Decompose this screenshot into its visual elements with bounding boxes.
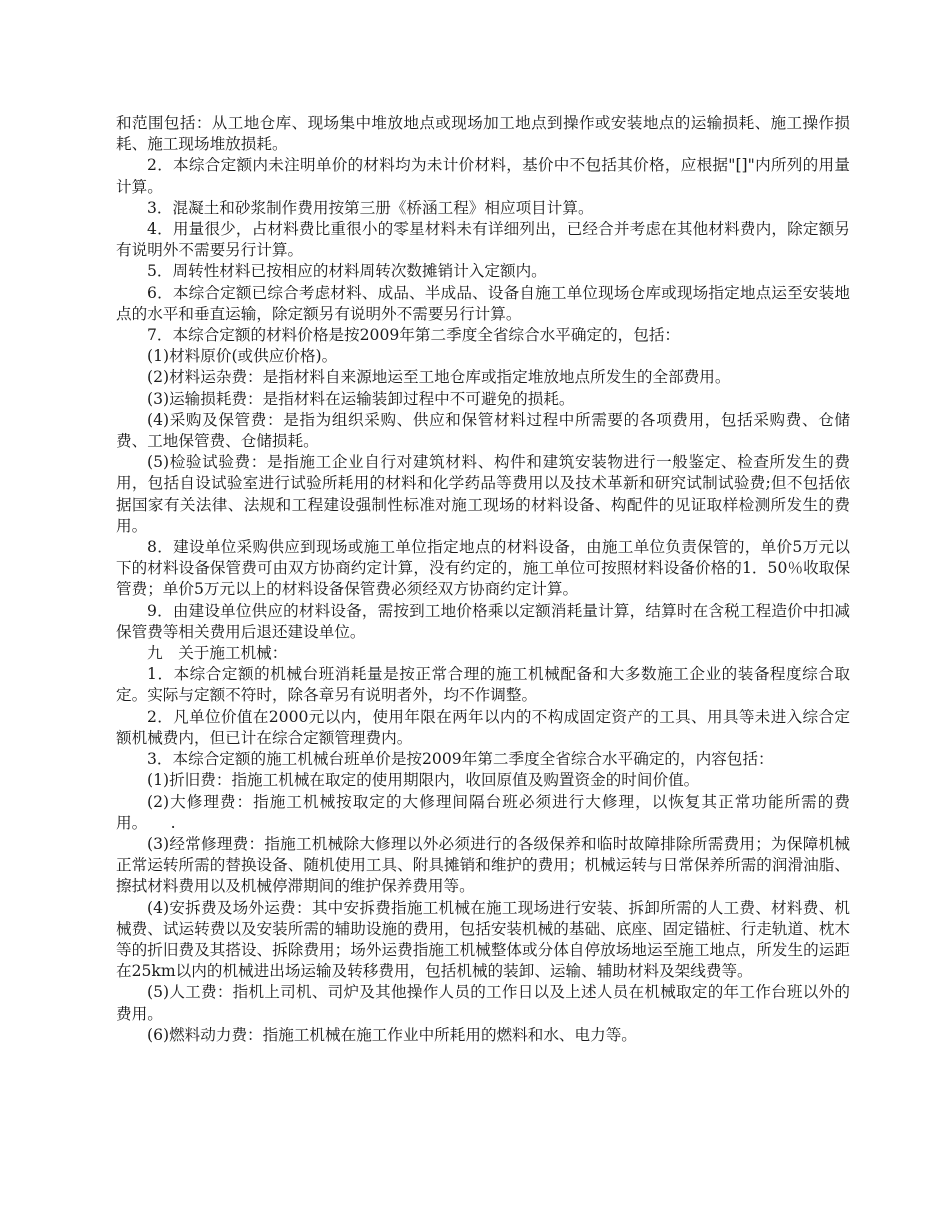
sub-item-transport-loss: (3)运输损耗费：是指材料在运输装卸过程中不可避免的损耗。	[147, 389, 575, 408]
paragraph-item-8: 8．建设单位采购供应到现场或施工单位指定地点的材料设备，由施工单位负责保管的，单价5万元以下的材料设备保管费可由双方协商约定计算，没有约定的，施工单位可按照材料设备价格的1．50％收取保管费；单价5万元以上的材料设备保管费必须经双方协商约定计算。	[116, 538, 850, 599]
section-heading-machinery: 九 关于施工机械：	[147, 644, 288, 663]
sub-item-transport-fee: (2)材料运杂费：是指材料自来源地运至工地仓库或指定堆放地点所发生的全部费用。	[147, 368, 731, 387]
document-body	[116, 113, 850, 1046]
sub-item-procurement-fee: (4)采购及保管费：是指为组织采购、供应和保管材料过程中所需要的各项费用，包括采购费、仓储费、工地保管费、仓储损耗。	[116, 410, 850, 451]
sub-item-labor: (5)人工费：指机上司机、司炉及其他操作人员的工作日以及上述人员在机械取定的年工作台班以外的费用。	[116, 983, 850, 1023]
paragraph-item-5: 5．周转性材料已按相应的材料周转次数摊销计入定额内。	[147, 262, 547, 281]
sub-item-regular-repair: (3)经常修理费：指施工机械除大修理以外必须进行的各级保养和临时故障排除所需费用；为保障机械正常运转所需的替换设备、随机使用工具、附具摊销和维护的费用；机械运转与日常保养所需的润滑油脂、擦拭材料费用以及机械停滞期间的维护保养费用等。	[116, 834, 850, 896]
sub-item-overhaul: (2)大修理费：指施工机械按取定的大修理间隔台班必须进行大修理，以恢复其正常功能所需的费用。 .	[116, 792, 850, 832]
sub-item-material-price: (1)材料原价(或供应价格)。	[147, 347, 338, 366]
paragraph-item-9: 9．由建设单位供应的材料设备，需按到工地价格乘以定额消耗量计算，结算时在含税工程造价中扣减保管费等相关费用后退还建设单位。	[116, 601, 850, 641]
machinery-item-1: 1．本综合定额的机械台班消耗量是按正常合理的施工机械配备和大多数施工企业的装备程度综合取定。实际与定额不符时，除各章另有说明者外，均不作调整。	[116, 665, 850, 705]
machinery-item-2: 2．凡单位价值在2000元以内，使用年限在两年以内的不构成固定资产的工具、用具等未进入综合定额机械费内，但已计在综合定额管理费内。	[116, 707, 850, 747]
machinery-item-3: 3．本综合定额的施工机械台班单价是按2009年第二季度全省综合水平确定的，内容包括：	[147, 750, 774, 769]
sub-item-depreciation: (1)折旧费：指施工机械在取定的使用期限内，收回原值及购置资金的时间价值。	[147, 771, 700, 790]
sub-item-fuel-power: (6)燃料动力费：指施工机械在施工作业中所耗用的燃料和水、电力等。	[147, 1025, 637, 1044]
sub-item-installation-transport: (4)安拆费及场外运费：其中安拆费指施工机械在施工现场进行安装、拆卸所需的人工费、材料费、机械费、试运转费以及安装所需的辅助设施的费用，包括安装机械的基础、底座、固定锚桩、行走轨道、枕木等的折旧费及其搭设、拆除费用；场外运费指施工机械整体或分体自停放场地运至施工地点，所发生的运距在25km以内的机械进出场运输及转移费用，包括机械的装卸、运输、辅助材料及架线费等。	[116, 898, 850, 981]
paragraph-item-6: 6．本综合定额已综合考虑材料、成品、半成品、设备自施工单位现场仓库或现场指定地点运至安装地点的水平和垂直运输，除定额另有说明外不需要另行计算。	[116, 283, 850, 323]
paragraph-continuation: 和范围包括：从工地仓库、现场集中堆放地点或现场加工地点到操作或安装地点的运输损耗、施工操作损耗、施工现场堆放损耗。	[116, 114, 850, 154]
paragraph-item-3: 3．混凝土和砂浆制作费用按第三册《桥涵工程》相应项目计算。	[147, 198, 594, 217]
sub-item-inspection-fee: (5)检验试验费：是指施工企业自行对建筑材料、构件和建筑安装物进行一般鉴定、检查所发生的费用，包括自设试验室进行试验所耗用的材料和化学药品等费用以及技术革新和研究试制试验费;但不包括依据国家有关法律、法规和工程建设强制性标准对施工现场的材料设备、构配件的见证取样检测所发生的费用。	[116, 453, 850, 535]
paragraph-item-4: 4．用量很少，占材料费比重很小的零星材料未有详细列出，已经合并考虑在其他材料费内，除定额另有说明外不需要另行计算。	[116, 220, 850, 260]
paragraph-item-2: 2．本综合定额内未注明单价的材料均为未计价材料，基价中不包括其价格，应根据"[]"内所列的用量计算。	[116, 156, 850, 196]
paragraph-item-7: 7．本综合定额的材料价格是按2009年第二季度全省综合水平确定的，包括：	[147, 326, 681, 345]
